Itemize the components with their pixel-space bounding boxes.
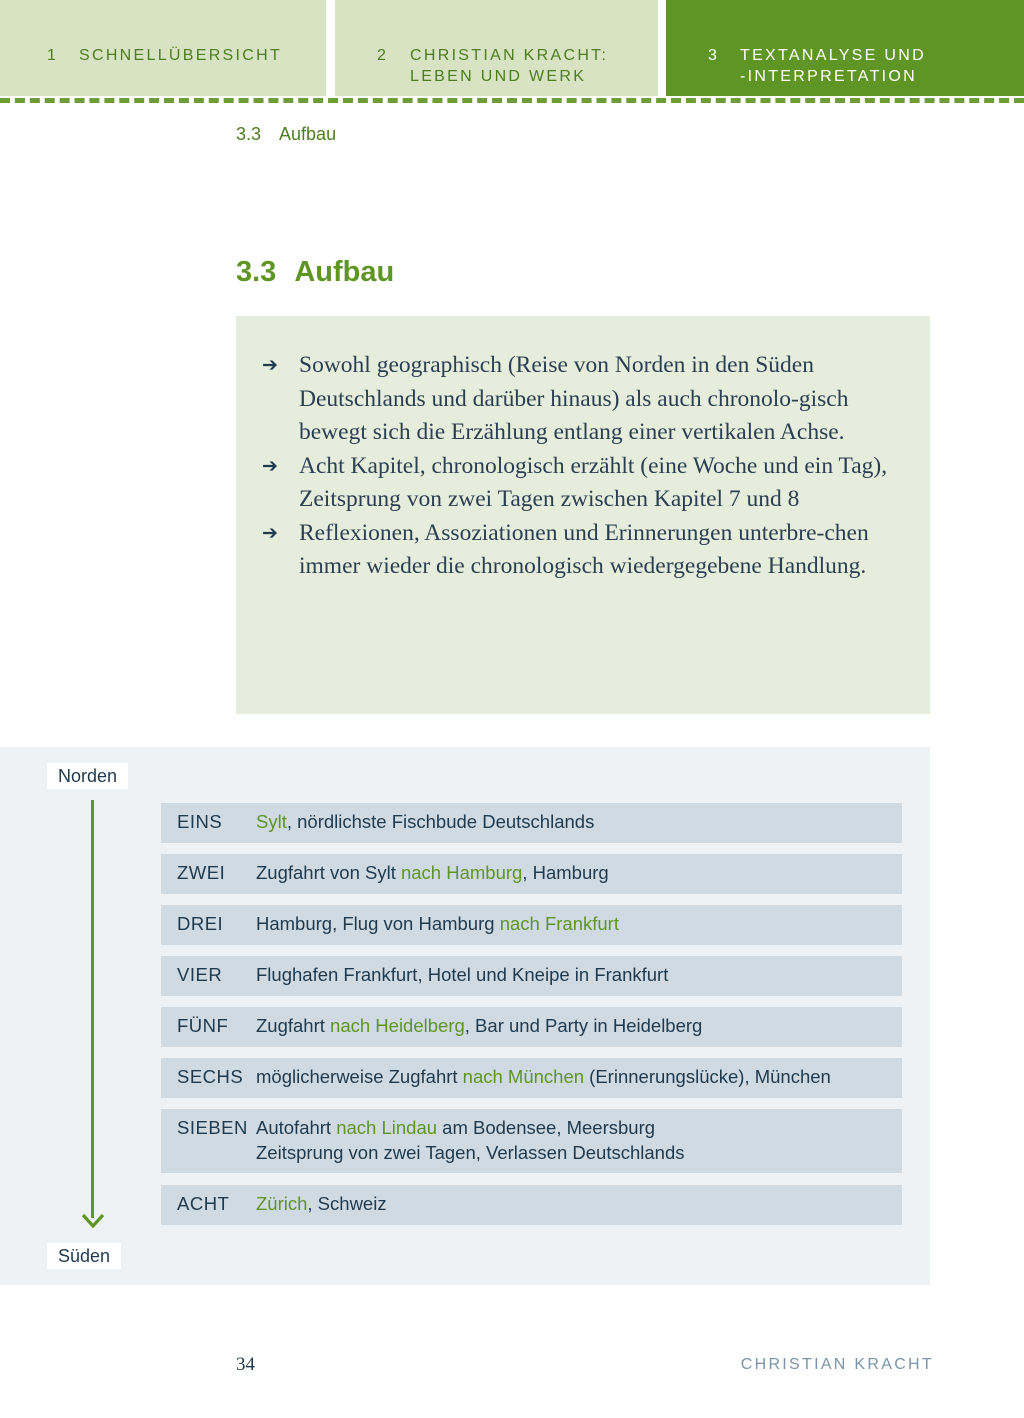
- chapter-name: FÜNF: [177, 1015, 229, 1036]
- tab-label: CHRISTIAN KRACHT: LEBEN UND WERK: [410, 47, 609, 85]
- chapter-description: [256, 1115, 902, 1140]
- summary-bullet: [262, 517, 900, 584]
- chapter-description: [256, 1191, 902, 1216]
- chapter-tabs: [0, 0, 1024, 96]
- chapter-row: [161, 1007, 902, 1047]
- arrow-right-icon: ➔: [262, 522, 278, 544]
- chapter-text-part: Sylt: [256, 811, 287, 832]
- chapter-text-part: Flughafen Frankfurt, Hotel und Kneipe in Frankfurt: [256, 964, 669, 985]
- arrow-right-icon: ➔: [262, 355, 278, 376]
- tab-leben-und-werk[interactable]: [335, 0, 658, 96]
- section-heading: [236, 256, 394, 289]
- arrow-right-icon: ➔: [262, 455, 278, 477]
- arrow-down-icon: [81, 1205, 105, 1229]
- footer-book-title: CHRISTIAN KRACHT: [740, 1356, 934, 1373]
- chapter-description: [256, 1064, 902, 1089]
- summary-bullet-text: Sowohl geographisch (Reise von Norden in den Süden Deutschlands und darüber hinaus) als auch chronolo-gisch bewegt sich die Erzählung entlang einer vertikalen Achse.: [299, 352, 849, 445]
- chapter-text-part: nach Heidelberg: [330, 1015, 465, 1036]
- summary-bullet: [262, 349, 900, 450]
- chapter-text-part: am Bodensee, Meersburg: [437, 1117, 656, 1138]
- chapter-name: ZWEI: [177, 862, 226, 883]
- chapter-row: [161, 905, 902, 945]
- chapter-text-part: Autofahrt: [256, 1117, 337, 1138]
- summary-bullet: [262, 450, 900, 517]
- chapter-text-part: , Hamburg: [522, 862, 609, 883]
- chapter-text-part: Zugfahrt von Sylt: [256, 862, 401, 883]
- running-head-number: 3.3: [236, 124, 262, 144]
- chapter-name: SIEBEN: [177, 1117, 248, 1138]
- chapter-text-part: nach München: [462, 1066, 585, 1087]
- summary-bullet-text: Acht Kapitel, chronologisch erzählt (eine Woche und ein Tag), Zeitsprung von zwei Tagen zwischen Kapitel 7 und 8: [299, 452, 888, 512]
- summary-bullet-text: Reflexionen, Assoziationen und Erinnerungen unterbre-chen immer wieder die chronologisch wiedergegebene Handlung.: [299, 519, 869, 579]
- chapter-text-part: Zürich: [256, 1193, 308, 1214]
- tab-label: TEXTANALYSE UND -INTERPRETATION: [740, 47, 926, 85]
- chapter-description: [256, 1013, 902, 1038]
- chapter-text-part: nach Hamburg: [400, 862, 523, 883]
- page-number: 34: [236, 1354, 255, 1375]
- header-dashed-rule: [0, 98, 1024, 103]
- tab-label: SCHNELLÜBERSICHT: [79, 47, 283, 64]
- chapter-name: ACHT: [177, 1193, 230, 1214]
- tab-number: 2: [377, 47, 389, 64]
- summary-box: [236, 316, 930, 714]
- chapter-row: [161, 1185, 902, 1225]
- north-label: Norden: [47, 763, 128, 789]
- chapter-text-part: Zugfahrt: [256, 1015, 331, 1036]
- chapter-row: [161, 1109, 902, 1173]
- chapter-row: [161, 1058, 902, 1098]
- chapter-name: DREI: [177, 913, 224, 934]
- chapter-row: [161, 803, 902, 843]
- chapter-text-part: (Erinnerungslücke), München: [584, 1066, 831, 1087]
- tab-number: 1: [47, 47, 59, 64]
- chapter-row: [161, 854, 902, 894]
- tab-textanalyse[interactable]: [666, 0, 1024, 96]
- chapter-description: [256, 809, 902, 834]
- chapter-row: [161, 956, 902, 996]
- chapter-description: [256, 962, 902, 987]
- chapter-text-part: , Bar und Party in Heidelberg: [464, 1015, 703, 1036]
- running-head-title: Aufbau: [279, 124, 337, 144]
- north-south-axis: [91, 800, 94, 1218]
- chapter-name: SECHS: [177, 1066, 244, 1087]
- chapter-text-part: , Schweiz: [307, 1193, 387, 1214]
- section-title: Aufbau: [294, 256, 395, 288]
- tab-number: 3: [708, 47, 720, 64]
- chapter-name: EINS: [177, 811, 223, 832]
- chapter-description-line2: Zeitsprung von zwei Tagen, Verlassen Deutschlands: [256, 1142, 685, 1163]
- tab-schnelluebersicht[interactable]: [0, 0, 326, 96]
- running-head: [236, 124, 336, 145]
- chapter-text-part: nach Frankfurt: [499, 913, 619, 934]
- chapter-description: [256, 911, 902, 936]
- chapter-text-part: Hamburg, Flug von Hamburg: [256, 913, 500, 934]
- south-label: Süden: [47, 1243, 121, 1269]
- chapter-text-part: , nördlichste Fischbude Deutschlands: [286, 811, 595, 832]
- chapter-name: VIER: [177, 964, 223, 985]
- chapter-description: [256, 860, 902, 885]
- chapter-text-part: möglicherweise Zugfahrt: [256, 1066, 463, 1087]
- section-number: 3.3: [236, 256, 277, 288]
- chapter-text-part: nach Lindau: [336, 1117, 438, 1138]
